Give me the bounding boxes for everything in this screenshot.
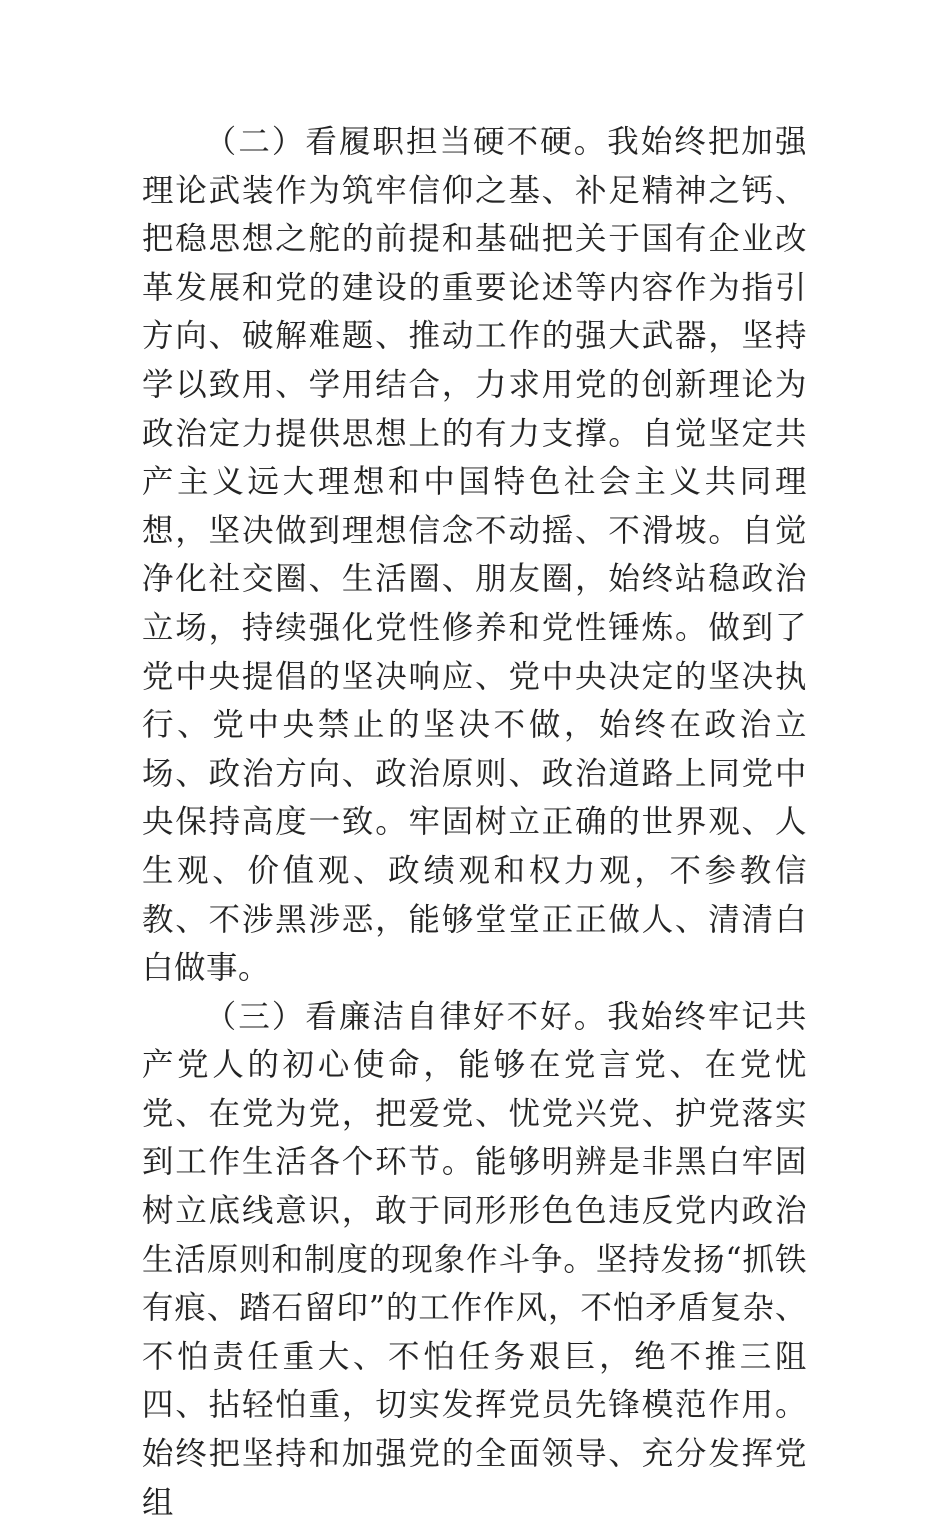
paragraph-section-3: （三）看廉洁自律好不好。我始终牢记共产党人的初心使命，能够在党言党、在党忧党、在党为党，把爱党、忧党兴党、护党落实到工作生活各个环节。能够明辨是非黑白牢固树立底线意识，敢于同形形色色违反党内政治生活原则和制度的现象作斗争。坚持发扬“抓铁有痕、踏石留印”的工作作风，不怕矛盾复杂、不怕责任重大、不怕任务艰巨，绝不推三阻四、拈轻怕重，切实发挥党员先锋模范作用。始终把坚持和加强党的全面领导、充分发挥党组 [142,998,807,1521]
document-text-body [142,118,807,1527]
paragraph-section-2: （二）看履职担当硬不硬。我始终把加强理论武装作为筑牢信仰之基、补足精神之钙、把稳思想之舵的前提和基础把关于国有企业改革发展和党的建设的重要论述等内容作为指引方向、破解难题、推动工作的强大武器，坚持学以致用、学用结合，力求用党的创新理论为政治定力提供思想上的有力支撑。自觉坚定共产主义远大理想和中国特色社会主义共同理想，坚决做到理想信念不动摇、不滑坡。自觉净化社交圈、生活圈、朋友圈，始终站稳政治立场，持续强化党性修养和党性锤炼。做到了党中央提倡的坚决响应、党中央决定的坚决执行、党中央禁止的坚决不做，始终在政治立场、政治方向、政治原则、政治道路上同党中央保持高度一致。牢固树立正确的世界观、人生观、价值观、政绩观和权力观，不参教信教、不涉黑涉恶，能够堂堂正正做人、清清白白做事。 [142,124,807,987]
